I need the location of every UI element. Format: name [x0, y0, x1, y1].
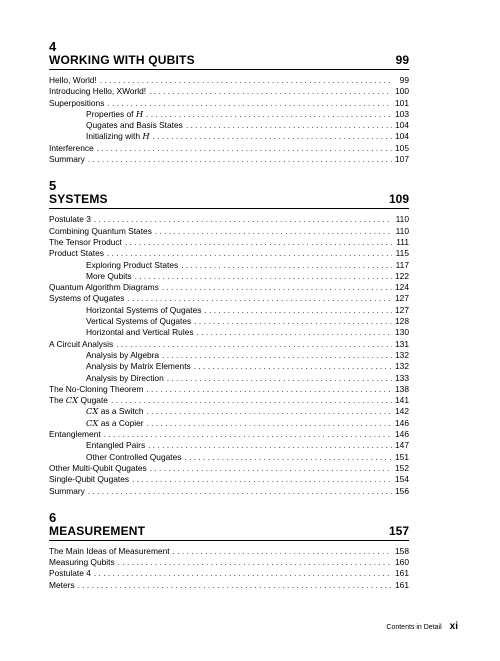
entry-title: Introducing Hello, XWorld! [49, 86, 147, 97]
toc-entry[interactable] [49, 384, 409, 395]
dot-leader [173, 546, 392, 557]
entry-page-number: 103 [395, 108, 409, 119]
entry-page-number: 117 [395, 259, 409, 270]
dot-leader [204, 305, 392, 316]
entry-page-number: 156 [395, 485, 409, 496]
entry-title: The Main Ideas of Measurement [49, 545, 170, 556]
entry-title: A Circuit Analysis [49, 338, 114, 349]
entry-page-number: 133 [395, 372, 409, 383]
entry-title: The CX Qugate [49, 395, 108, 406]
toc-subentry[interactable] [49, 440, 409, 451]
entry-page-number: 104 [395, 120, 409, 131]
entry-title: Exploring Product States [86, 259, 179, 270]
entry-title: The No-Cloning Theorem [49, 383, 144, 394]
toc-subentry[interactable] [49, 131, 409, 142]
table-of-contents [49, 40, 409, 605]
entry-title: Horizontal and Vertical Rules [86, 327, 194, 338]
toc-subentry[interactable] [49, 260, 409, 271]
toc-entry[interactable] [49, 248, 409, 259]
chapter-heading[interactable] [49, 53, 409, 70]
chapter-page-number: 157 [388, 523, 409, 538]
dot-leader [153, 131, 392, 142]
toc-entry[interactable] [49, 75, 409, 86]
entry-page-number: 124 [395, 282, 409, 293]
entry-title: Combining Quantum States [49, 225, 152, 236]
toc-subentry[interactable] [49, 361, 409, 372]
entry-title: Analysis by Algebra [86, 349, 160, 360]
dot-leader [107, 98, 392, 109]
chapter-title: WORKING WITH QUBITS [49, 53, 195, 67]
entry-title: Analysis by Direction [86, 372, 164, 383]
toc-subentry[interactable] [49, 406, 409, 417]
dot-leader [88, 486, 392, 497]
dot-leader [97, 143, 392, 154]
dot-leader [78, 580, 392, 591]
dot-leader [194, 316, 392, 327]
entry-title: Entanglement [49, 429, 101, 440]
toc-subentry[interactable] [49, 109, 409, 120]
entry-page-number: 147 [395, 440, 409, 451]
chapter-section [49, 40, 409, 165]
dot-leader [149, 86, 392, 97]
toc-entry[interactable] [49, 474, 409, 485]
entry-title: Properties of H [86, 108, 144, 119]
entry-title: Summary [49, 154, 85, 165]
dot-leader [104, 429, 392, 440]
entry-page-number: 122 [395, 270, 409, 281]
entry-title: Systems of Qugates [49, 293, 125, 304]
dot-leader [194, 361, 392, 372]
toc-subentry[interactable] [49, 271, 409, 282]
toc-entry[interactable] [49, 395, 409, 406]
toc-subentry[interactable] [49, 452, 409, 463]
entry-title: Other Multi-Qubit Qugates [49, 462, 147, 473]
entry-title: Postulate 3 [49, 214, 91, 225]
toc-entry[interactable] [49, 282, 409, 293]
dot-leader [155, 226, 392, 237]
chapter-number: 4 [49, 39, 57, 54]
toc-entry[interactable] [49, 429, 409, 440]
dot-leader [107, 248, 392, 259]
toc-entry[interactable] [49, 568, 409, 579]
entry-page-number: 131 [395, 338, 409, 349]
entry-page-number: 141 [395, 395, 409, 406]
entry-page-number: 99 [399, 75, 409, 85]
entry-title: Horizontal Systems of Qugates [86, 304, 202, 315]
toc-entry[interactable] [49, 86, 409, 97]
toc-entry[interactable] [49, 154, 409, 165]
toc-subentry[interactable] [49, 418, 409, 429]
dot-leader [162, 350, 392, 361]
entry-title: Postulate 4 [49, 568, 91, 579]
dot-leader [150, 463, 392, 474]
dot-leader [132, 474, 392, 485]
entry-page-number: 161 [395, 568, 409, 579]
entry-title: CX as a Copier [86, 417, 144, 428]
entry-page-number: 146 [395, 429, 409, 440]
dot-leader [146, 384, 392, 395]
chapter-section [49, 511, 409, 591]
entry-title: Measuring Qubits [49, 557, 115, 568]
dot-leader [125, 237, 392, 248]
entry-page-number: 127 [395, 304, 409, 315]
toc-entry[interactable] [49, 143, 409, 154]
toc-entry[interactable] [49, 226, 409, 237]
entry-title: Quantum Algorithm Diagrams [49, 282, 159, 293]
entry-title: Vertical Systems of Qugates [86, 316, 192, 327]
chapter-page-number: 109 [388, 192, 409, 207]
entry-page-number: 128 [395, 316, 409, 327]
entry-page-number: 142 [395, 406, 409, 417]
entry-title: CX as a Switch [86, 406, 144, 417]
entry-page-number: 110 [395, 225, 409, 236]
dot-leader [148, 440, 392, 451]
toc-entry[interactable] [49, 214, 409, 225]
page-footer [0, 621, 458, 632]
entry-title: Summary [49, 485, 85, 496]
dot-leader [147, 418, 392, 429]
toc-subentry[interactable] [49, 316, 409, 327]
entry-page-number: 105 [395, 142, 409, 153]
dot-leader [116, 339, 392, 350]
entry-title: Hello, World! [49, 75, 97, 85]
chapter-title: SYSTEMS [49, 192, 108, 207]
page-number: xi [449, 621, 458, 632]
dot-leader [184, 452, 392, 463]
toc-entry[interactable] [49, 486, 409, 497]
entry-page-number: 152 [395, 462, 409, 473]
chapter-section [49, 179, 409, 496]
entry-title: Entangled Pairs [86, 440, 146, 451]
chapter-number: 5 [49, 178, 57, 194]
dot-leader [100, 75, 392, 86]
entry-title: Qugates and Basis States [86, 120, 183, 131]
dot-leader [147, 406, 392, 417]
dot-leader [146, 109, 392, 120]
toc-subentry[interactable] [49, 120, 409, 131]
dot-leader [167, 373, 392, 384]
entry-page-number: 110 [395, 214, 409, 225]
entry-page-number: 154 [395, 474, 409, 485]
entry-title: Initializing with H [86, 131, 150, 142]
entry-title: Interference [49, 142, 94, 153]
chapter-heading[interactable] [49, 524, 409, 541]
entry-title: The Tensor Product [49, 236, 122, 247]
entry-page-number: 146 [395, 417, 409, 428]
entry-page-number: 115 [395, 248, 409, 259]
footer-label: Contents in Detail [386, 624, 442, 631]
dot-leader [111, 395, 392, 406]
toc-entry[interactable] [49, 98, 409, 109]
entry-page-number: 138 [395, 383, 409, 394]
chapter-number: 6 [49, 509, 57, 525]
entry-page-number: 160 [395, 557, 409, 568]
toc-subentry[interactable] [49, 350, 409, 361]
dot-leader [135, 271, 392, 282]
toc-subentry[interactable] [49, 327, 409, 338]
entry-page-number: 111 [396, 236, 409, 247]
entry-page-number: 151 [395, 451, 409, 462]
entry-title: Meters [49, 579, 75, 590]
toc-entry[interactable] [49, 339, 409, 350]
entry-page-number: 101 [395, 97, 409, 108]
entry-page-number: 130 [395, 327, 409, 338]
toc-entry[interactable] [49, 237, 409, 248]
toc-entry[interactable] [49, 463, 409, 474]
chapter-title: MEASUREMENT [49, 523, 146, 538]
dot-leader [186, 120, 392, 131]
entry-title: Product States [49, 248, 104, 259]
dot-leader [118, 557, 392, 568]
toc-entry[interactable] [49, 580, 409, 591]
dot-leader [197, 327, 392, 338]
entry-page-number: 100 [395, 86, 409, 97]
entry-page-number: 104 [395, 131, 409, 142]
toc-subentry[interactable] [49, 373, 409, 384]
dot-leader [127, 293, 392, 304]
toc-subentry[interactable] [49, 305, 409, 316]
entry-page-number: 132 [395, 349, 409, 360]
chapter-heading[interactable] [49, 192, 409, 209]
toc-entry[interactable] [49, 546, 409, 557]
toc-entry[interactable] [49, 293, 409, 304]
dot-leader [181, 260, 392, 271]
dot-leader [162, 282, 392, 293]
entry-page-number: 127 [395, 293, 409, 304]
entry-page-number: 161 [395, 579, 409, 590]
entry-title: Other Controlled Qugates [86, 451, 182, 462]
entry-page-number: 132 [395, 361, 409, 372]
dot-leader [88, 154, 392, 165]
entry-title: Single-Qubit Qugates [49, 474, 130, 485]
dot-leader [94, 214, 392, 225]
chapter-page-number: 99 [395, 53, 409, 67]
entry-page-number: 107 [395, 154, 409, 165]
toc-entry[interactable] [49, 557, 409, 568]
entry-title: More Qubits [86, 270, 132, 281]
entry-page-number: 158 [395, 545, 409, 556]
entry-title: Superpositions [49, 97, 105, 108]
dot-leader [94, 568, 392, 579]
entry-title: Analysis by Matrix Elements [86, 361, 191, 372]
